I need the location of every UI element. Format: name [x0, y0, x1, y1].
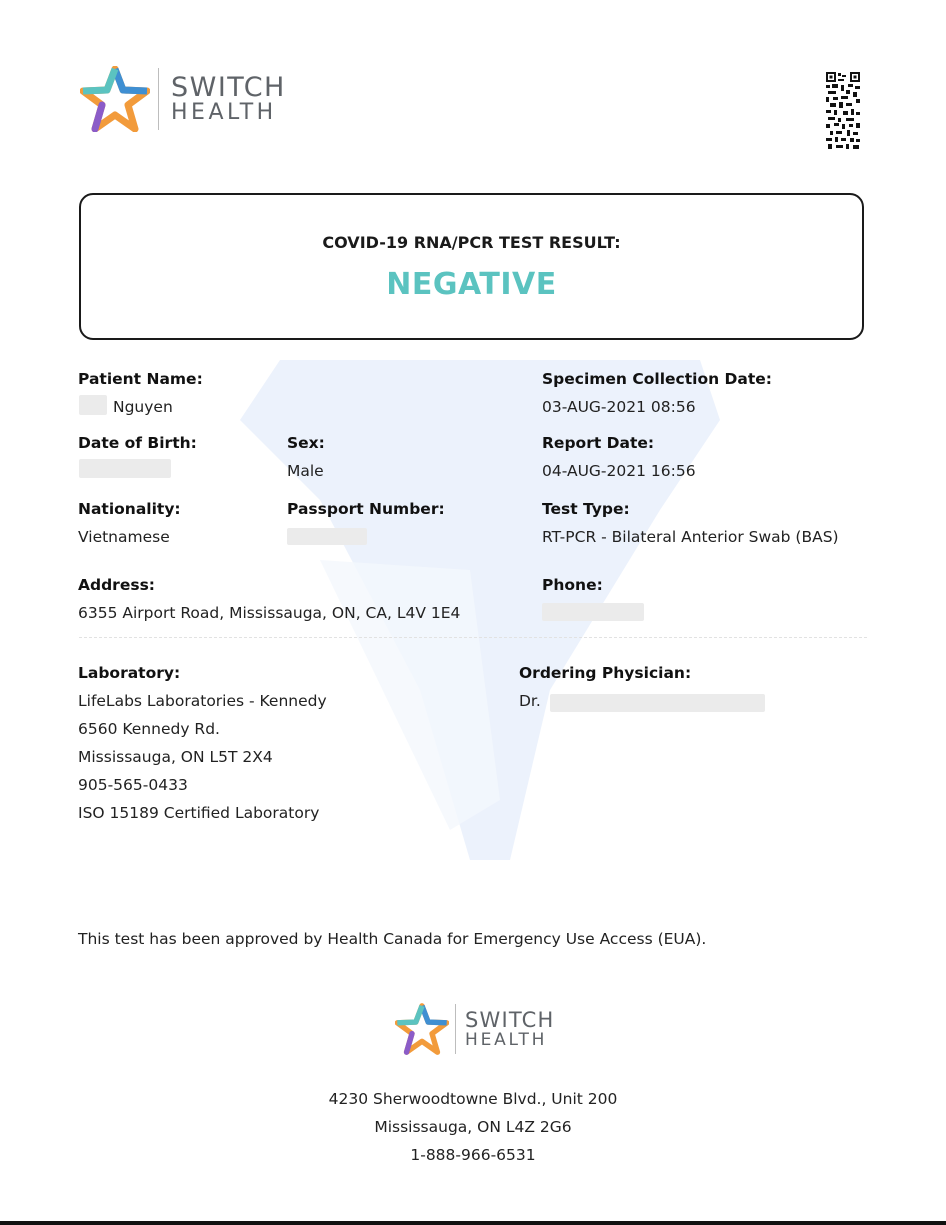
star-logo-icon [395, 1003, 449, 1055]
laboratory-label: Laboratory: [78, 664, 181, 682]
nationality-value: Vietnamese [78, 528, 170, 546]
ordering-physician-label: Ordering Physician: [519, 664, 692, 682]
star-logo-icon [80, 66, 150, 132]
laboratory-line: 905-565-0433 [78, 776, 188, 794]
physician-prefix: Dr. [519, 692, 541, 710]
logo-divider [455, 1004, 456, 1054]
logo-divider [158, 68, 159, 130]
laboratory-line: LifeLabs Laboratories - Kennedy [78, 692, 327, 710]
redacted-dob [79, 459, 171, 478]
sex-value: Male [287, 462, 324, 480]
patient-name-value: Nguyen [113, 398, 173, 416]
result-title: COVID-19 RNA/PCR TEST RESULT: [322, 233, 621, 252]
dob-label: Date of Birth: [78, 434, 197, 452]
address-value: 6355 Airport Road, Mississauga, ON, CA, L4V 1E4 [78, 604, 461, 622]
brand-name-line2: HEALTH [171, 100, 277, 125]
bottom-edge [0, 1221, 946, 1225]
laboratory-line: ISO 15189 Certified Laboratory [78, 804, 320, 822]
redacted-physician-name [550, 694, 765, 712]
report-date-label: Report Date: [542, 434, 655, 452]
approval-note: This test has been approved by Health Canada for Emergency Use Access (EUA). [78, 930, 707, 948]
laboratory-line: Mississauga, ON L5T 2X4 [78, 748, 273, 766]
nationality-label: Nationality: [78, 500, 181, 518]
redacted-first-name [79, 395, 107, 415]
section-divider [79, 637, 867, 638]
brand-logo-footer [395, 1003, 555, 1055]
brand-logo-header [80, 66, 286, 132]
specimen-collection-label: Specimen Collection Date: [542, 370, 772, 388]
brand-name-line1: SWITCH [465, 1008, 555, 1032]
brand-name-line2: HEALTH [465, 1030, 548, 1050]
footer-address-line: Mississauga, ON L4Z 2G6 [374, 1118, 572, 1136]
laboratory-line: 6560 Kennedy Rd. [78, 720, 220, 738]
phone-label: Phone: [542, 576, 603, 594]
result-value: NEGATIVE [386, 267, 557, 302]
test-type-label: Test Type: [542, 500, 630, 518]
footer-address-line: 4230 Sherwoodtowne Blvd., Unit 200 [328, 1090, 618, 1108]
test-type-value: RT-PCR - Bilateral Anterior Swab (BAS) [542, 528, 839, 546]
footer-phone: 1-888-966-6531 [410, 1146, 536, 1164]
passport-label: Passport Number: [287, 500, 445, 518]
qr-code-icon [826, 72, 860, 150]
test-result-box [79, 193, 864, 340]
patient-name-label: Patient Name: [78, 370, 203, 388]
brand-name-line1: SWITCH [171, 72, 286, 103]
address-label: Address: [78, 576, 155, 594]
redacted-phone [542, 603, 644, 621]
redacted-passport-number [287, 528, 367, 545]
sex-label: Sex: [287, 434, 325, 452]
report-date-value: 04-AUG-2021 16:56 [542, 462, 696, 480]
specimen-collection-value: 03-AUG-2021 08:56 [542, 398, 696, 416]
